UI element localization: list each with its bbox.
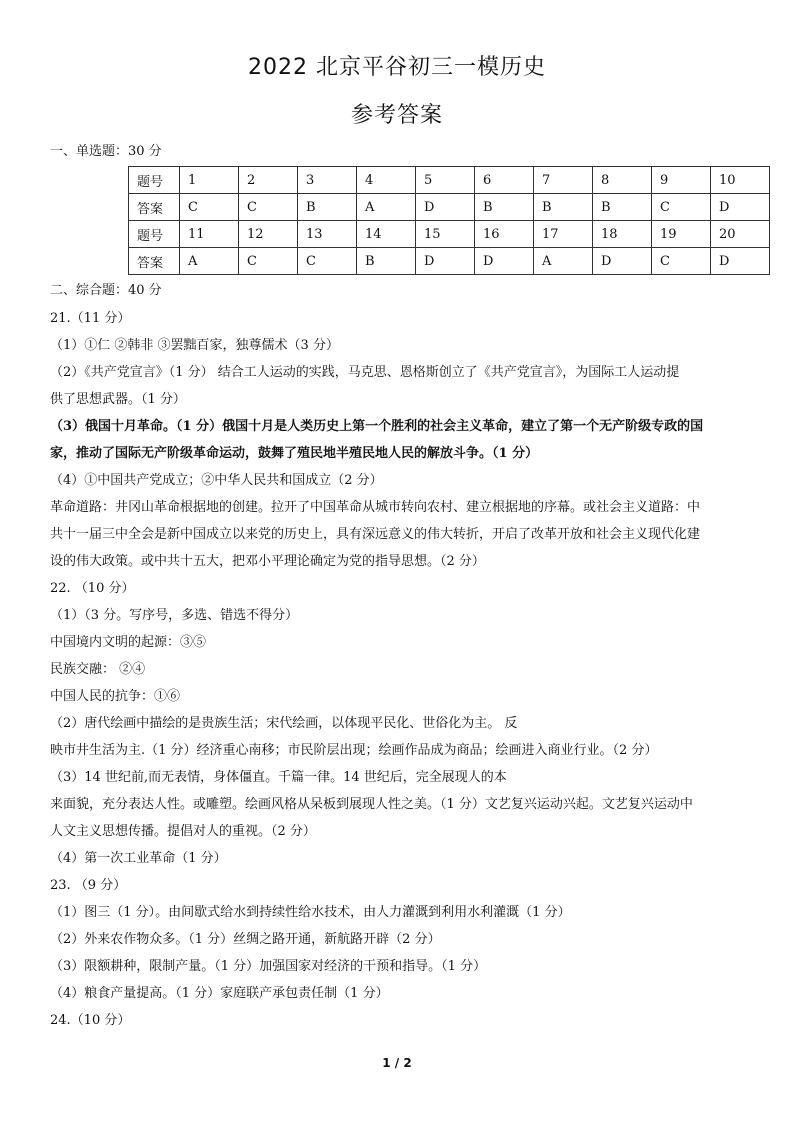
table-row [129,248,770,275]
answer-line: 映市井生活为主.（1 分）经济重心南移；市民阶层出现；绘画作品成为商品；绘画进入商业行业。（2 分） [50,743,658,758]
table-cell: A [357,194,416,221]
answer-line: 家，推动了国际无产阶级革命运动，鼓舞了殖民地半殖民地人民的解放斗争。（1 分） [50,446,539,461]
table-cell: 10 [711,167,770,194]
answer-line: 来面貌，充分表达人性。或雕塑。绘画风格从呆板到展现人性之美。（1 分）文艺复兴运动兴起。文艺复兴运动中 [50,797,693,812]
table-cell: D [475,248,534,275]
table-cell: B [534,194,593,221]
table-cell: 8 [593,167,652,194]
table-cell: B [298,194,357,221]
page-number: 1 / 2 [382,1056,412,1070]
answer-line: 革命道路：井冈山革命根据地的创建。拉开了中国革命从城市转向农村、建立根据地的序幕。或社会主义道路：中 [50,500,701,515]
answer-line: 中国人民的抗争：①⑥ [50,689,181,704]
table-cell: 题号 [129,221,180,248]
document-subtitle: 参考答案 [350,103,443,128]
answer-line: （4）①中国共产党成立；②中华人民共和国成立（2 分） [50,473,383,488]
table-cell: C [239,248,298,275]
answer-line: 23. （9 分） [50,878,127,893]
table-cell: 14 [357,221,416,248]
answer-line: （4）粮食产量提高。（1 分）家庭联产承包责任制（1 分） [50,986,389,1001]
answer-line: 供了思想武器。（1 分） [50,392,186,407]
table-row [129,221,770,248]
table-cell: D [711,194,770,221]
answer-line: 设的伟大政策。或中共十五大，把邓小平理论确定为党的指导思想。（2 分） [50,554,485,569]
table-cell: C [652,248,711,275]
answer-line: （1）（3 分。写序号，多选、错选不得分） [50,608,299,623]
answer-line: （3）俄国十月革命。（1 分）俄国十月是人类历史上第一个胜利的社会主义革命，建立了第一个无产阶级专政的国 [50,419,704,434]
table-cell: 11 [180,221,239,248]
answer-line: 21.（11 分） [50,311,131,326]
table-cell: 13 [298,221,357,248]
table-cell: D [416,248,475,275]
answer-table [128,166,770,275]
answer-line: 人文主义思想传播。提倡对人的重视。（2 分） [50,824,316,839]
table-cell: D [416,194,475,221]
table-cell: 5 [416,167,475,194]
answer-line: （2）外来农作物众多。（1 分）丝绸之路开通，新航路开辟（2 分） [50,932,441,947]
table-cell: C [239,194,298,221]
table-cell: 16 [475,221,534,248]
table-cell: 7 [534,167,593,194]
table-cell: B [357,248,416,275]
table-cell: A [180,248,239,275]
table-row [129,167,770,194]
answer-line: （2）《共产党宣言》（1 分） 结合工人运动的实践，马克思、恩格斯创立了《共产党宣言》，为国际工人运动提 [50,365,680,380]
table-cell: B [475,194,534,221]
answer-line: （1）图三（1 分）。由间歇式给水到持续性给水技术，由人力灌溉到利用水利灌溉（1 分） [50,905,571,920]
table-cell: 答案 [129,194,180,221]
table-cell: 20 [711,221,770,248]
answer-line: 中国境内文明的起源：③⑤ [50,635,207,650]
table-cell: 17 [534,221,593,248]
answer-line: 共十一届三中全会是新中国成立以来党的历史上，具有深远意义的伟大转折，开启了改革开放和社会主义现代化建 [50,527,701,542]
table-cell: C [180,194,239,221]
answer-line: （3）14 世纪前,而无表情，身体僵直。千篇一律。14 世纪后，完全展现人的本 [50,770,507,785]
table-cell: 3 [298,167,357,194]
table-cell: C [652,194,711,221]
answer-line: （4）第一次工业革命（1 分） [50,851,227,866]
table-cell: D [711,248,770,275]
table-cell: B [593,194,652,221]
table-cell: 15 [416,221,475,248]
answer-line: 民族交融： ②④ [50,662,146,677]
table-cell: 4 [357,167,416,194]
answer-line: （2）唐代绘画中描绘的是贵族生活；宋代绘画，以体现平民化、世俗化为主。 反 [50,716,518,731]
section-2-heading: 二、综合题：40 分 [50,283,162,298]
table-cell: 18 [593,221,652,248]
answer-line: 24.（10 分） [50,1013,131,1028]
table-cell: 题号 [129,167,180,194]
table-cell: 19 [652,221,711,248]
table-cell: 1 [180,167,239,194]
table-cell: 12 [239,221,298,248]
table-cell: C [298,248,357,275]
section-1-heading: 一、单选题：30 分 [50,144,162,159]
answer-line: （3）限额耕种，限制产量。（1 分）加强国家对经济的干预和指导。（1 分） [50,959,487,974]
table-cell: A [534,248,593,275]
answer-line: 22. （10 分） [50,581,135,596]
table-row [129,194,770,221]
table-cell: 6 [475,167,534,194]
table-cell: 答案 [129,248,180,275]
table-cell: 2 [239,167,298,194]
table-cell: D [593,248,652,275]
document-title: 2022 北京平谷初三一模历史 [248,55,546,80]
table-cell: 9 [652,167,711,194]
answer-line: （1）①仁 ②韩非 ③罢黜百家，独尊儒术（3 分） [50,338,339,353]
